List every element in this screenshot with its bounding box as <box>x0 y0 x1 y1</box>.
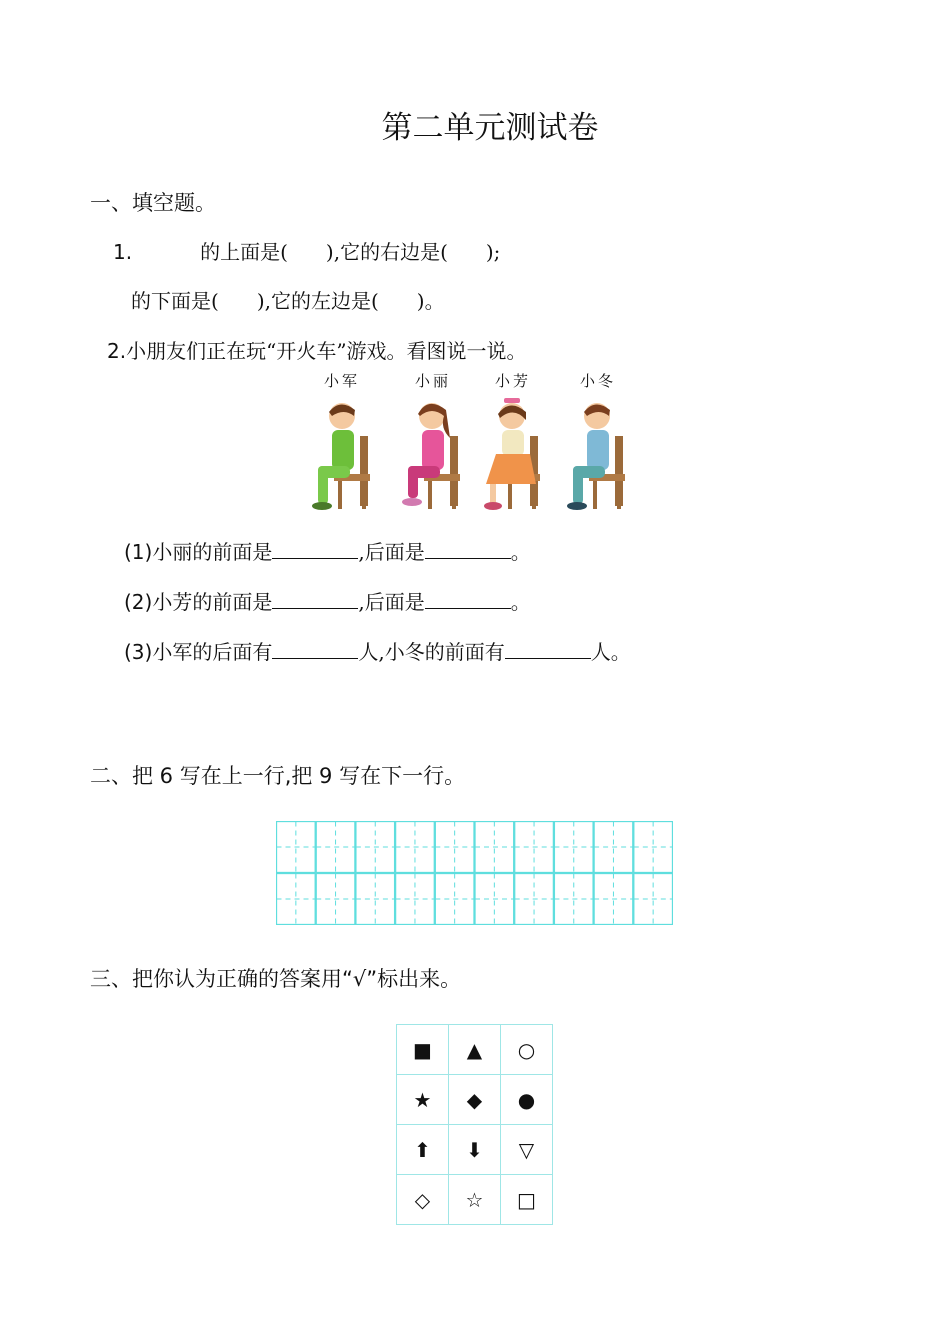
sub2-text-c: 。 <box>510 590 531 614</box>
q1-line1-b: ),它的右边是( <box>325 240 448 264</box>
q2-text: 小朋友们正在玩“开火车”游戏。看图说一说。 <box>126 339 527 363</box>
sub1-text-c: 。 <box>510 540 531 564</box>
q1-line2-a: 的下面是( <box>131 289 219 313</box>
sub2-number: (2) <box>124 590 153 614</box>
q1-line1-c: ); <box>485 240 501 264</box>
kid-name-1: 小军 <box>324 372 361 390</box>
q2-line <box>107 335 527 364</box>
section3-heading: 三、把你认为正确的答案用“√”标出来。 <box>90 967 462 991</box>
sub2-blank-1[interactable] <box>272 590 358 609</box>
symbol-cell[interactable]: ■ <box>397 1025 449 1075</box>
symbol-cell[interactable]: ★ <box>397 1075 449 1125</box>
sub3-text-c: 人。 <box>590 640 631 664</box>
q2-sub3 <box>124 636 631 665</box>
kid-name-4: 小冬 <box>580 372 617 390</box>
sub1-blank-2[interactable] <box>425 540 511 559</box>
children-on-chairs-image <box>300 370 645 515</box>
symbol-cell[interactable]: ◇ <box>397 1175 449 1225</box>
girl-pink-figure <box>402 403 460 509</box>
sub1-blank-1[interactable] <box>272 540 358 559</box>
sub3-blank-1[interactable] <box>272 640 358 659</box>
sub2-text-a: 小芳的前面是 <box>152 590 273 614</box>
section2-heading: 二、把 6 写在上一行,把 9 写在下一行。 <box>90 764 466 788</box>
sub1-number: (1) <box>124 540 153 564</box>
symbol-cell[interactable]: □ <box>501 1175 553 1225</box>
sub2-blank-2[interactable] <box>425 590 511 609</box>
girl-orange-figure <box>484 398 540 510</box>
q2-number: 2. <box>107 339 127 363</box>
writing-grid[interactable] <box>276 821 673 925</box>
q1-line2 <box>131 285 445 314</box>
boy-green-figure <box>312 403 370 510</box>
q1-number: 1. <box>113 240 133 264</box>
q1-line1-a: 的上面是( <box>200 240 288 264</box>
sub1-text-b: ,后面是 <box>358 540 425 564</box>
sub3-text-b: 人,小冬的前面有 <box>358 640 505 664</box>
page-title: 第二单元测试卷 <box>381 110 599 146</box>
symbol-cell[interactable]: ⬇ <box>449 1125 501 1175</box>
symbol-cell[interactable]: ◆ <box>449 1075 501 1125</box>
sub3-blank-2[interactable] <box>505 640 591 659</box>
q2-sub1 <box>124 536 531 565</box>
kid-name-3: 小芳 <box>495 372 532 390</box>
boy-teal-figure <box>567 403 625 510</box>
symbol-cell[interactable]: ⬆ <box>397 1125 449 1175</box>
section1-heading: 一、填空题。 <box>90 191 216 215</box>
symbol-cell[interactable]: ▲ <box>449 1025 501 1075</box>
sub1-text-a: 小丽的前面是 <box>152 540 273 564</box>
q1-line2-b: ),它的左边是( <box>256 289 379 313</box>
symbol-cell[interactable]: ▽ <box>501 1125 553 1175</box>
symbol-row <box>397 1075 553 1125</box>
sub3-text-a: 小军的后面有 <box>152 640 273 664</box>
symbol-cell[interactable]: ○ <box>501 1025 553 1075</box>
symbol-row <box>397 1025 553 1075</box>
symbol-row <box>397 1175 553 1225</box>
symbol-cell[interactable]: ☆ <box>449 1175 501 1225</box>
sub3-number: (3) <box>124 640 153 664</box>
symbol-row <box>397 1125 553 1175</box>
q1-line2-c: )。 <box>416 289 445 313</box>
kids-illustration <box>300 370 645 515</box>
symbol-table <box>396 1024 553 1225</box>
kid-name-2: 小丽 <box>415 372 452 390</box>
symbol-cell[interactable]: ● <box>501 1075 553 1125</box>
sub2-text-b: ,后面是 <box>358 590 425 614</box>
q2-sub2 <box>124 586 531 615</box>
q1-line1 <box>113 236 500 265</box>
tianzige-grid[interactable] <box>276 821 673 925</box>
